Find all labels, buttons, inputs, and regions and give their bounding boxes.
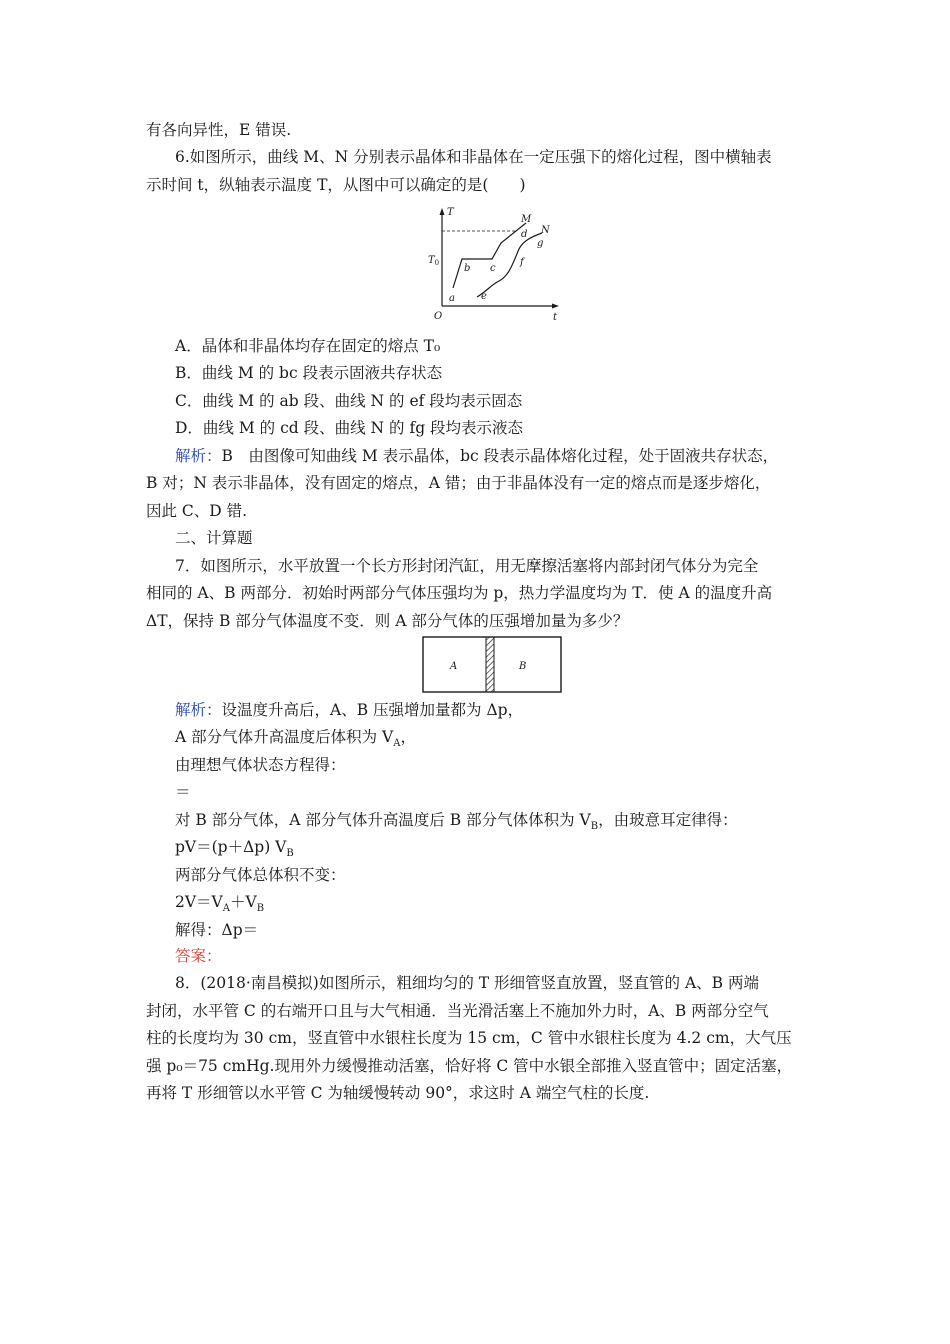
q7-stem-line2: 相同的 A、B 两部分．初始时两部分气体压强均为 p，热力学温度均为 T．使 A 的温度升高	[146, 584, 773, 602]
point-e: e	[481, 291, 487, 302]
section-heading: 二、计算题	[175, 529, 253, 547]
chamber-b-label: B	[519, 661, 527, 672]
x-axis-label: t	[553, 312, 558, 323]
q6-option-d: D．曲线 M 的 cd 段、曲线 N 的 fg 段均表示液态	[175, 419, 524, 437]
t0-label: $T_0$	[428, 255, 440, 267]
q6-analysis-line1: 解析：B 由图像可知曲线 M 表示晶体，bc 段表示晶体熔化过程，处于固液共存状态，	[175, 447, 779, 465]
q6-melting-graph	[425, 205, 560, 323]
q6-analysis-line3: 因此 C、D 错.	[146, 502, 248, 520]
q8-stem-line1: 8．(2018·南昌模拟)如图所示，粗细均匀的 T 形细管竖直放置，竖直管的 A、B 两端	[175, 974, 759, 992]
q7-analysis-line6: pV＝(p＋Δp) $V_B$	[175, 838, 294, 860]
q8-stem-line5: 再将 T 形细管以水平管 C 为轴缓慢转动 90°，求这时 A 端空气柱的长度.	[146, 1084, 650, 1102]
q8-stem-line2: 封闭，水平管 C 的右端开口且与大气相通．当光滑活塞上不施加外力时，A、B 两部分空气	[146, 1002, 769, 1020]
curve-n-label: N	[541, 225, 550, 236]
y-axis-label: T	[447, 207, 454, 218]
q7-analysis-line3: 由理想气体状态方程得：	[175, 756, 346, 774]
q7-analysis-line9: 解得：Δp＝	[175, 921, 259, 939]
q8-stem-line3: 柱的长度均为 30 cm，竖直管中水银柱长度为 15 cm，C 管中水银柱长度为 4.2 cm，大气压	[146, 1029, 792, 1047]
q7-analysis-line5: 对 B 部分气体，A 部分气体升高温度后 B 部分气体体积为 $V_B$，由玻意耳定律得：	[175, 811, 738, 833]
point-f: f	[520, 257, 524, 268]
curve-m-label: M	[521, 214, 532, 225]
q6-analysis-label: 解析：	[175, 447, 222, 465]
q7-answer-label: 答案：	[175, 947, 222, 965]
prev-answer-tail: 有各向异性，E 错误.	[146, 121, 292, 139]
q6-option-b: B．曲线 M 的 bc 段表示固液共存状态	[175, 364, 443, 382]
q6-stem-line1: 6.如图所示，曲线 M、N 分别表示晶体和非晶体在一定压强下的熔化过程，图中横轴表	[175, 148, 772, 166]
point-a: a	[449, 293, 455, 304]
q7-analysis-line2: A 部分气体升高温度后体积为 $V_A$，	[175, 728, 416, 750]
origin-label: O	[434, 311, 443, 322]
q7-analysis-line7: 两部分气体总体积不变：	[175, 866, 346, 884]
point-c: c	[490, 263, 496, 274]
q6-option-c: C．曲线 M 的 ab 段、曲线 N 的 ef 段均表示固态	[175, 392, 523, 410]
q7-analysis-line1: 解析：设温度升高后，A、B 压强增加量都为 Δp，	[175, 701, 524, 719]
piston	[486, 637, 494, 692]
q6-stem-line2: 示时间 t，纵轴表示温度 T，从图中可以确定的是( )	[146, 176, 526, 194]
point-g: g	[537, 238, 544, 249]
q7-cylinder-figure	[422, 636, 562, 693]
q6-analysis-line2: B 对；N 表示非晶体，没有固定的熔点，A 错；由于非晶体没有一定的熔点而是逐步熔化，	[146, 474, 771, 492]
q7-analysis-line8: $2V=V_A+V_B$	[175, 893, 265, 915]
q6-option-a: A．晶体和非晶体均存在固定的熔点 T₀	[175, 337, 441, 355]
q7-analysis-label: 解析：	[175, 701, 222, 719]
q7-stem-line1: 7．如图所示，水平放置一个长方形封闭汽缸，用无摩擦活塞将内部封闭气体分为完全	[175, 557, 759, 575]
q7-stem-line3: ΔT，保持 B 部分气体温度不变．则 A 部分气体的压强增加量为多少？	[146, 612, 629, 630]
q7-analysis-line4: ＝	[175, 783, 191, 801]
q8-stem-line4: 强 p₀＝75 cmHg.现用外力缓慢推动活塞，恰好将 C 管中水银全部推入竖直管中；固定活塞，	[146, 1057, 793, 1075]
point-b: b	[464, 263, 471, 274]
chamber-a-label: A	[450, 661, 458, 672]
point-d: d	[521, 229, 528, 240]
